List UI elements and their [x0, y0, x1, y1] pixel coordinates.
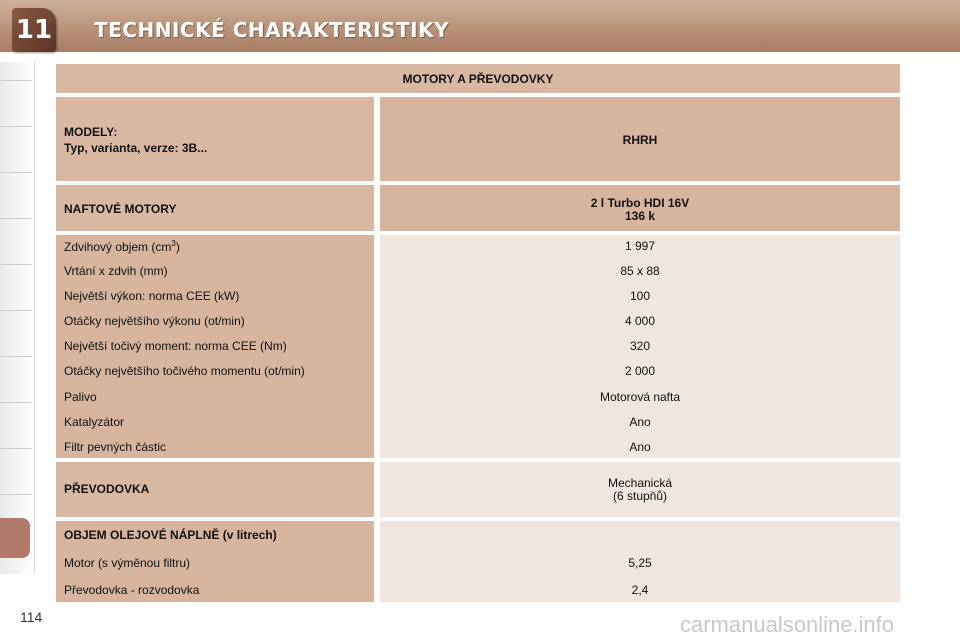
spec-label: Palivo [64, 390, 97, 404]
spec-label: Otáčky největšího točivého momentu (ot/min) [64, 364, 305, 378]
spec-value: 2 000 [624, 364, 656, 378]
oil-row-label: Motor (s výměnou filtru) [64, 556, 191, 570]
gearbox-type: Mechanická [607, 476, 673, 490]
gearbox-label: PŘEVODOVKA [64, 482, 150, 496]
spec-label: Největší výkon: norma CEE (kW) [64, 289, 240, 303]
spec-value: 4 000 [624, 314, 656, 328]
engine-name: 2 l Turbo HDI 16V [590, 196, 690, 210]
engines-label: NAFTOVÉ MOTORY [64, 202, 177, 216]
spec-value: 320 [629, 339, 651, 353]
engines-label-cell [56, 185, 374, 231]
oil-row-value: 5,25 [628, 556, 652, 570]
spec-label: Zdvihový objem $(cm^3)$ [64, 239, 180, 254]
specs-values-cell [380, 235, 900, 458]
models-label-cell [56, 97, 374, 181]
gearbox-value-cell [380, 462, 900, 517]
spec-label: Otáčky největšího výkonu (ot/min) [64, 314, 245, 328]
chapter-tab-strip [0, 62, 35, 574]
spec-label: Vrtání x zdvih (mm) [64, 264, 168, 278]
spec-value: 1 997 [624, 239, 656, 253]
specs-labels-cell [56, 235, 374, 458]
gearbox-gears: (6 stupňů) [612, 489, 668, 503]
watermark: carmanualsonline.info [680, 612, 895, 637]
engine-power: 136 k [624, 209, 656, 223]
oil-row-value: 2,4 [631, 583, 649, 597]
models-sublabel: Typ, varianta, verze: 3B... [64, 141, 208, 155]
spec-value: 100 [629, 289, 651, 303]
chapter-number-badge: 11 [12, 8, 56, 52]
page-number: 114 [20, 609, 43, 625]
chapter-title: TECHNICKÉ CHARAKTERISTIKY [94, 18, 450, 42]
spec-label: Největší točivý moment: norma CEE (Nm) [64, 339, 287, 353]
spec-value: 85 x 88 [620, 264, 660, 278]
models-label: MODELY: [64, 125, 118, 139]
oil-value-cell [380, 521, 900, 602]
oil-heading: OBJEM OLEJOVÉ NÁPLNĚ (v litrech) [64, 528, 277, 542]
gearbox-label-cell [56, 462, 374, 517]
spec-value: Motorová nafta [599, 390, 681, 404]
spec-label: Katalyzátor [64, 415, 125, 429]
engines-value-cell [380, 185, 900, 231]
oil-row-label: Převodovka - rozvodovka [64, 583, 200, 597]
spec-value: Ano [629, 415, 651, 429]
spec-value: Ano [629, 440, 651, 454]
table-title: MOTORY A PŘEVODOVKY [56, 64, 900, 93]
models-value-cell [380, 97, 900, 181]
active-chapter-tab[interactable] [0, 518, 30, 558]
spec-label: Filtr pevných částic [64, 440, 167, 454]
oil-label-cell [56, 521, 374, 602]
models-value: RHRH [622, 133, 658, 147]
